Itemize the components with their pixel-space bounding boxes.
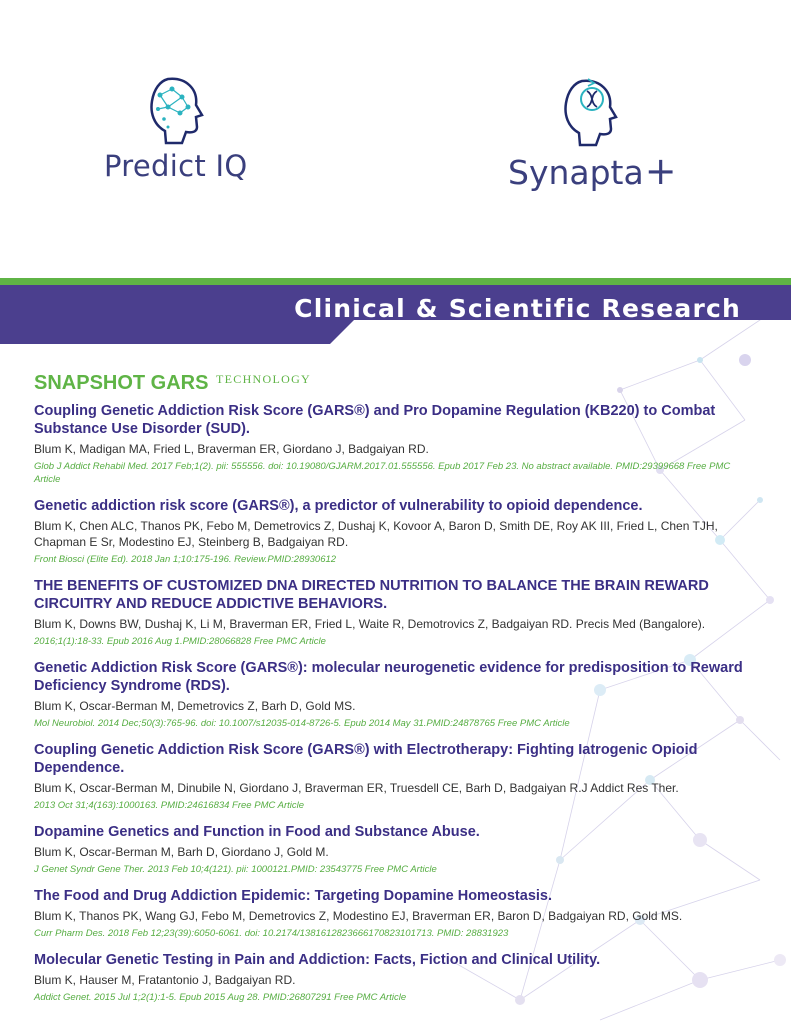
- section-title-sub: TECHNOLOGY: [216, 372, 312, 386]
- reference-title: Molecular Genetic Testing in Pain and Addiction: Facts, Fiction and Clinical Utility.: [34, 952, 601, 968]
- reference-item: [34, 951, 754, 1004]
- reference-authors: Blum K, Oscar-Berman M, Demetrovics Z, Barh D, Gold MS.: [34, 699, 356, 713]
- reference-title: THE BENEFITS OF CUSTOMIZED DNA DIRECTED NUTRITION TO BALANCE THE BRAIN REWARD CIRCUITRY AND REDUCE ADDICTIVE BEHAVIORS.: [34, 578, 709, 612]
- reference-title: Genetic Addiction Risk Score (GARS®): molecular neurogenetic evidence for predisposition to Reward Deficiency Syndrome (RDS).: [34, 660, 743, 694]
- synapta-logo: [508, 75, 688, 193]
- reference-title: Dopamine Genetics and Function in Food and Substance Abuse.: [34, 824, 480, 840]
- reference-item: [34, 887, 754, 940]
- header-banner: [0, 278, 791, 344]
- reference-citation: Mol Neurobiol. 2014 Dec;50(3):765-96. doi: 10.1007/s12035-014-8726-5. Epub 2014 May 31.PMID:24878765 Free PMC Article: [34, 718, 570, 729]
- reference-citation: Curr Pharm Des. 2018 Feb 12;23(39):6050-6061. doi: 10.2174/1381612823666170823101713. PMID: 28831923: [34, 928, 509, 939]
- reference-item: [34, 577, 754, 648]
- reference-authors: Blum K, Thanos PK, Wang GJ, Febo M, Demetrovics Z, Modestino EJ, Braverman ER, Baron D, Badgaiyan RD, Gold MS.: [34, 909, 683, 923]
- reference-title: Coupling Genetic Addiction Risk Score (GARS®) and Pro Dopamine Regulation (KB220) to Combat Substance Use Disorder (SUD).: [34, 403, 716, 437]
- reference-item: [34, 823, 754, 876]
- dna-head-icon: [558, 75, 620, 147]
- reference-authors: Blum K, Oscar-Berman M, Dinubile N, Giordano J, Braverman ER, Truesdell CE, Barh D, Badgaiyan R.J Addict Res Ther.: [34, 781, 679, 795]
- predict-iq-name: Predict IQ: [104, 149, 248, 183]
- reference-title: The Food and Drug Addiction Epidemic: Targeting Dopamine Homeostasis.: [34, 888, 553, 904]
- reference-citation: 2013 Oct 31;4(163):1000163. PMID:24616834 Free PMC Article: [34, 800, 305, 811]
- reference-authors: Blum K, Oscar-Berman M, Barh D, Giordano J, Gold M.: [34, 845, 329, 859]
- section-title-main: SNAPSHOT GARS: [34, 372, 209, 394]
- section-title: [34, 372, 754, 395]
- reference-citation: Glob J Addict Rehabil Med. 2017 Feb;1(2). pii: 555556. doi: 10.19080/GJARM.2017.01.555556. Epub 2017 Feb 23. No abstract available. PMID:29399668 Free PMC Article: [34, 461, 731, 485]
- synapta-name-text: Synapta: [508, 153, 644, 192]
- banner-title: Clinical & Scientific Research: [294, 294, 741, 323]
- reference-title: Genetic addiction risk score (GARS®), a predictor of vulnerability to opioid dependence.: [34, 498, 643, 514]
- reference-item: [34, 497, 754, 566]
- synapta-plus: +: [644, 149, 677, 193]
- research-list: [34, 372, 754, 1015]
- banner-green-stripe: [0, 278, 791, 285]
- predict-iq-logo: [104, 75, 264, 183]
- synapta-name: [508, 149, 688, 193]
- reference-authors: Blum K, Chen ALC, Thanos PK, Febo M, Demetrovics Z, Dushaj K, Kovoor A, Baron D, Smith DE, Roy AK III, Fried L, Chen TJH, Chapman E Sr, Modestino EJ, Steinberg B, Badgaiyan RD.: [34, 519, 718, 549]
- reference-title: Coupling Genetic Addiction Risk Score (GARS®) with Electrotherapy: Fighting Iatrogenic Opioid Dependence.: [34, 742, 698, 776]
- reference-item: [34, 659, 754, 730]
- reference-item: [34, 402, 754, 486]
- reference-authors: Blum K, Downs BW, Dushaj K, Li M, Braverman ER, Fried L, Waite R, Demotrovics Z, Badgaiyan RD. Precis Med (Bangalore).: [34, 617, 706, 631]
- brain-network-head-icon: [146, 75, 206, 145]
- reference-citation: Front Biosci (Elite Ed). 2018 Jan 1;10:175-196. Review.PMID:28930612: [34, 554, 337, 565]
- reference-citation: 2016;1(1):18-33. Epub 2016 Aug 1.PMID:28066828 Free PMC Article: [34, 636, 326, 647]
- reference-authors: Blum K, Madigan MA, Fried L, Braverman ER, Giordano J, Badgaiyan RD.: [34, 442, 429, 456]
- reference-authors: Blum K, Hauser M, Fratantonio J, Badgaiyan RD.: [34, 973, 296, 987]
- reference-citation: Addict Genet. 2015 Jul 1;2(1):1-5. Epub 2015 Aug 28. PMID:26807291 Free PMC Article: [34, 992, 407, 1003]
- reference-citation: J Genet Syndr Gene Ther. 2013 Feb 10;4(121). pii: 1000121.PMID: 23543775 Free PMC Article: [34, 864, 437, 875]
- reference-item: [34, 741, 754, 812]
